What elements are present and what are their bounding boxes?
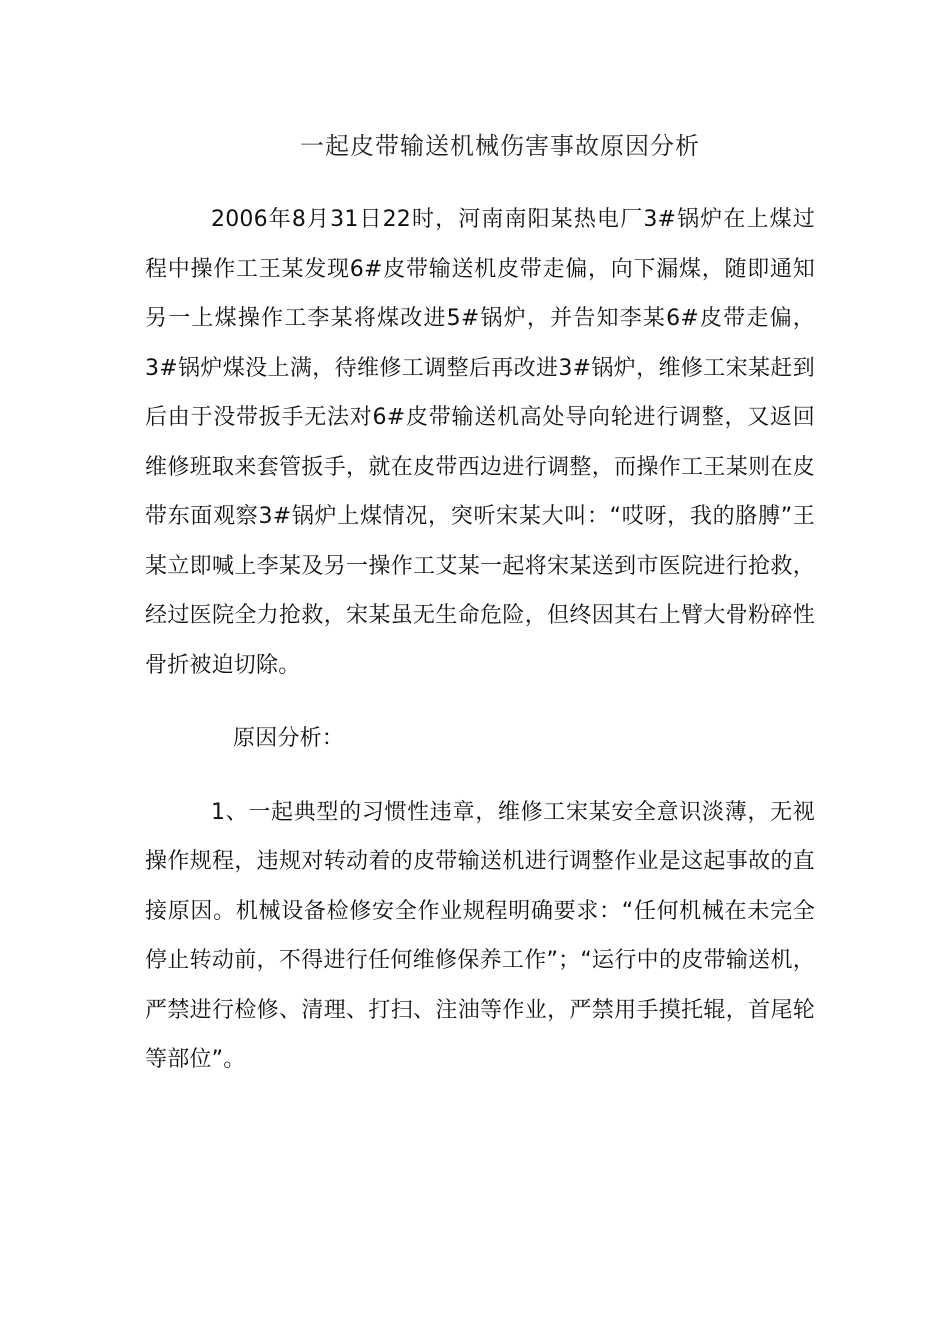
incident-paragraph: 2006年8月31日22时，河南南阳某热电厂3#锅炉在上煤过程中操作工王某发现6#皮带输送机皮带走偏，向下漏煤，随即通知另一上煤操作工李某将煤改进5#锅炉，并告知李某6#皮带走偏，3#锅炉煤没上满，待维修工调整后再改进3#锅炉，维修工宋某赶到后由于没带扳手无法对6#皮带输送机高处导向轮进行调整，又返回维修班取来套管扳手，就在皮带西边进行调整，而操作工王某则在皮带东面观察3#锅炉上煤情况，突听宋某大叫：“哎呀，我的胳膊”王某立即喊上李某及另一操作工艾某一起将宋某送到市医院进行抢救，经过医院全力抢救，宋某虽无生命危险，但终因其右上臂大骨粉碎性骨折被迫切除。 [145, 207, 815, 678]
analysis-point-1: 1、一起典型的习惯性违章，维修工宋某安全意识淡薄，无视操作规程，违规对转动着的皮带输送机进行调整作业是这起事故的直接原因。机械设备检修安全作业规程明确要求：“任何机械在未完全停止转动前，不得进行任何维修保养工作”；“运行中的皮带输送机，严禁进行检修、清理、打扫、注油等作业，严禁用手摸托辊，首尾轮等部位”。 [145, 799, 815, 1072]
analysis-heading: 原因分析： [233, 726, 345, 751]
paragraph-spacer [145, 690, 815, 714]
document-title: 一起皮带输送机械伤害事故原因分析 [300, 132, 700, 160]
document-body [145, 195, 815, 1085]
paragraph-spacer [145, 764, 815, 788]
